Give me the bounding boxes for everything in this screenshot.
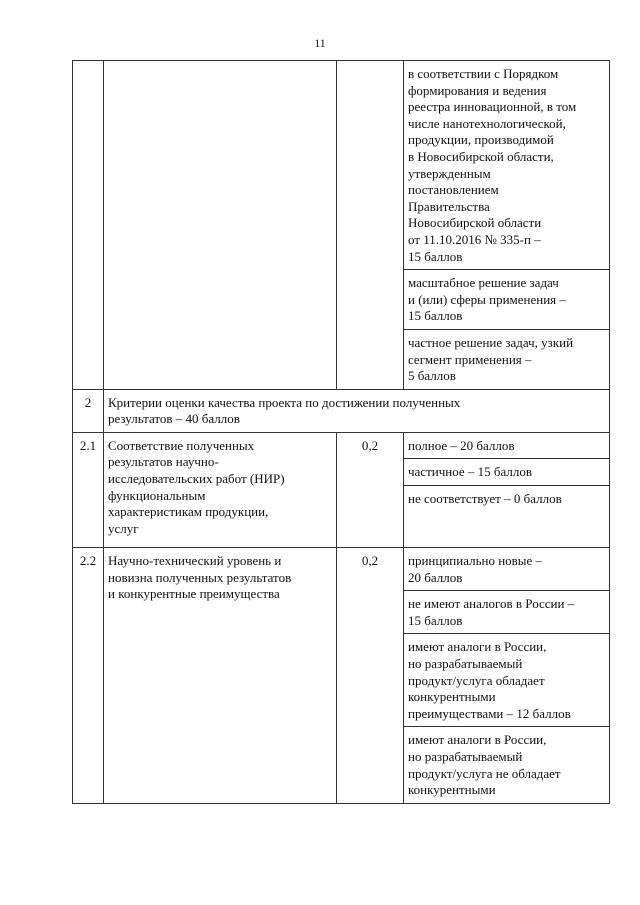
score-cell: в соответствии с Порядком формирования и ведения реестра инновационной, в том числе нанотехнологической, продукции, производимой в Новосибирской области, утвержденным постановлением Правительства Новосибирской области от 11.10.2016 № 335-п – 15 баллов <box>404 61 610 270</box>
score-cell: не имеют аналогов в России – 15 баллов <box>404 591 610 634</box>
criterion-text: Научно-технический уровень и новизна полученных результатов и конкурентные преимущества <box>104 548 337 804</box>
score-cell: имеют аналоги в России, но разрабатываемый продукт/услуга не обладает конкурентными <box>404 727 610 803</box>
criterion-weight: 0,2 <box>337 432 404 547</box>
criterion-weight: 0,2 <box>337 548 404 804</box>
section-title: Критерии оценки качества проекта по достижении полученных результатов – 40 баллов <box>104 389 610 432</box>
score-cell: полное – 20 баллов <box>404 432 610 459</box>
score-cell: частичное – 15 баллов <box>404 459 610 486</box>
page-number: 11 <box>314 36 326 50</box>
table-row <box>73 548 610 591</box>
criterion-text: Соответствие полученных результатов научно- исследовательских работ (НИР) функциональным характеристикам продукции, услуг <box>104 432 337 547</box>
section-number: 2 <box>73 389 104 432</box>
criterion-cell <box>104 61 337 390</box>
score-cell: масштабное решение задач и (или) сферы применения – 15 баллов <box>404 270 610 330</box>
weight-cell <box>337 61 404 390</box>
score-cell: принципиально новые – 20 баллов <box>404 548 610 591</box>
score-cell: частное решение задач, узкий сегмент применения – 5 баллов <box>404 329 610 389</box>
table-row <box>73 432 610 459</box>
number-cell <box>73 61 104 390</box>
score-cell: имеют аналоги в России, но разрабатываемый продукт/услуга обладает конкурентными преимуществами – 12 баллов <box>404 634 610 727</box>
criterion-number: 2.1 <box>73 432 104 547</box>
table-row <box>73 389 610 432</box>
criteria-table <box>72 60 610 804</box>
table-row <box>73 61 610 270</box>
criterion-number: 2.2 <box>73 548 104 804</box>
score-cell: не соответствует – 0 баллов <box>404 486 610 548</box>
